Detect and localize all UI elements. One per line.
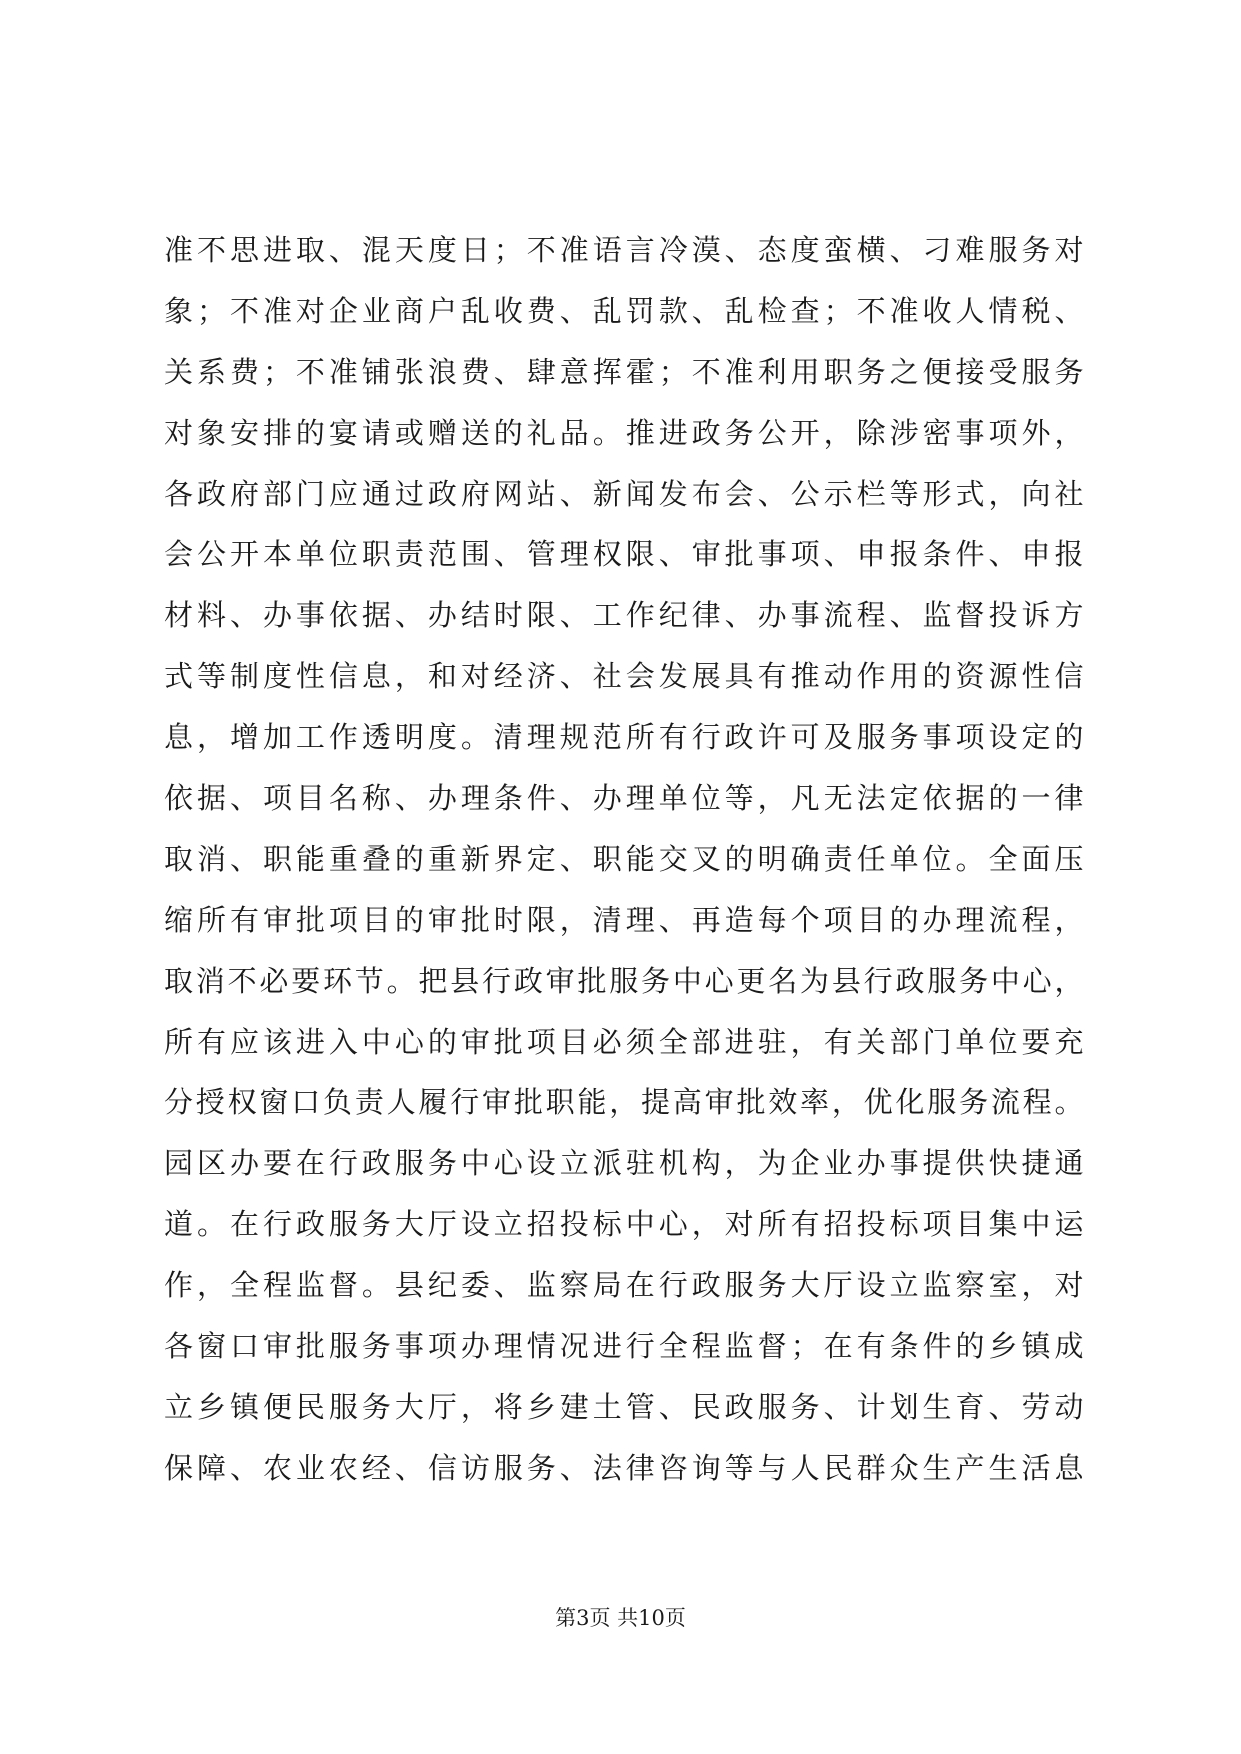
text-line-20: 立乡镇便民服务大厅，将乡建土管、民政服务、计划生育、劳动 xyxy=(164,1389,1084,1424)
text-line-17: 道。在行政服务大厅设立招投标中心，对所有招投标项目集中运 xyxy=(164,1207,1084,1242)
text-line-13: 取消不必要环节。把县行政审批服务中心更名为县行政服务中心， xyxy=(164,963,1084,998)
text-line-18: 作，全程监督。县纪委、监察局在行政服务大厅设立监察室，对 xyxy=(164,1268,1084,1303)
text-line-3: 关系费；不准铺张浪费、肆意挥霍；不准利用职务之便接受服务 xyxy=(164,354,1084,389)
page-number-indicator: 第3页 共10页 xyxy=(555,1606,686,1630)
text-line-6: 会公开本单位职责范围、管理权限、审批事项、申报条件、申报 xyxy=(164,537,1084,572)
text-line-15: 分授权窗口负责人履行审批职能，提高审批效率，优化服务流程。 xyxy=(164,1085,1084,1120)
text-line-10: 依据、项目名称、办理条件、办理单位等，凡无法定依据的一律 xyxy=(164,781,1084,816)
text-line-2: 象；不准对企业商户乱收费、乱罚款、乱检查；不准收人情税、 xyxy=(164,293,1084,328)
text-line-14: 所有应该进入中心的审批项目必须全部进驻，有关部门单位要充 xyxy=(164,1024,1084,1059)
text-line-1: 准不思进取、混天度日；不准语言冷漠、态度蛮横、刁难服务对 xyxy=(164,233,1084,267)
text-line-4: 对象安排的宴请或赠送的礼品。推进政务公开，除涉密事项外， xyxy=(164,415,1084,450)
text-line-7: 材料、办事依据、办结时限、工作纪律、办事流程、监督投诉方 xyxy=(164,598,1084,633)
text-line-16: 园区办要在行政服务中心设立派驻机构，为企业办事提供快捷通 xyxy=(164,1146,1084,1181)
text-line-8: 式等制度性信息，和对经济、社会发展具有推动作用的资源性信 xyxy=(164,659,1084,694)
text-line-5: 各政府部门应通过政府网站、新闻发布会、公示栏等形式，向社 xyxy=(164,476,1084,511)
body-paragraph xyxy=(164,230,1084,1509)
text-line-9: 息，增加工作透明度。清理规范所有行政许可及服务事项设定的 xyxy=(164,720,1084,755)
text-line-11: 取消、职能重叠的重新界定、职能交叉的明确责任单位。全面压 xyxy=(164,841,1084,876)
text-line-19: 各窗口审批服务事项办理情况进行全程监督；在有条件的乡镇成 xyxy=(164,1329,1084,1364)
page-footer xyxy=(0,1604,1241,1632)
text-line-21: 保障、农业农经、信访服务、法律咨询等与人民群众生产生活息 xyxy=(164,1450,1084,1485)
text-line-12: 缩所有审批项目的审批时限，清理、再造每个项目的办理流程， xyxy=(164,902,1084,937)
